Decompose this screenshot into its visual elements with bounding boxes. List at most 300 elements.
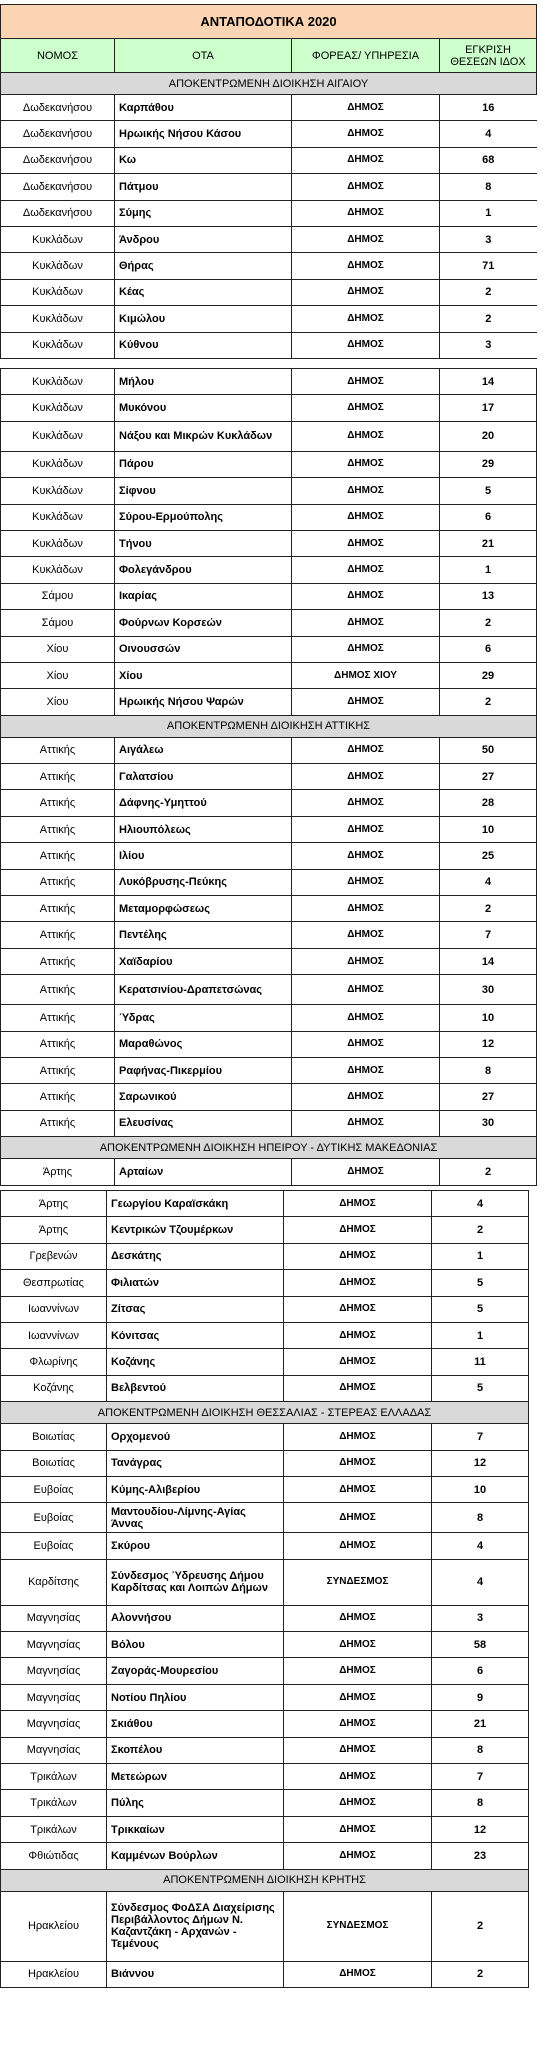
positions-cell: 10 [440,816,537,842]
prefecture-cell: Αττικής [1,764,115,790]
body-type-cell: ΔΗΜΟΣ [284,1424,432,1450]
table-row [1,1191,529,1217]
prefecture-cell: Δωδεκανήσου [1,95,115,121]
positions-cell: 10 [440,1005,537,1031]
table-row [1,306,537,332]
body-type-cell: ΔΗΜΟΣ [284,1375,432,1401]
municipality-cell: Κω [115,147,292,173]
table-row [1,226,537,252]
positions-cell: 9 [432,1684,529,1710]
prefecture-cell: Τρικάλων [1,1764,107,1790]
body-type-cell: ΔΗΜΟΣ [284,1658,432,1684]
body-type-cell: ΔΗΜΟΣ [284,1843,432,1869]
municipality-cell: Σαρωνικού [115,1084,292,1110]
body-type-cell: ΔΗΜΟΣ [292,869,440,895]
table-row [1,1843,529,1869]
municipality-cell: Ηλιουπόλεως [115,816,292,842]
positions-cell: 5 [432,1375,529,1401]
table-row [1,948,537,974]
body-type-cell: ΔΗΜΟΣ [292,790,440,816]
positions-cell: 27 [440,764,537,790]
positions-cell: 4 [432,1559,529,1605]
positions-cell: 3 [432,1605,529,1631]
prefecture-cell: Μαγνησίας [1,1711,107,1737]
prefecture-cell: Αττικής [1,869,115,895]
positions-cell: 8 [440,174,537,200]
table-row [1,816,537,842]
positions-cell: 5 [432,1270,529,1296]
municipality-cell: Πύλης [107,1790,284,1816]
table-row [1,869,537,895]
body-type-cell: ΔΗΜΟΣ [292,226,440,252]
table-block-2 [0,368,537,1186]
table-row [1,253,537,279]
prefecture-cell: Αττικής [1,790,115,816]
table-row [1,174,537,200]
positions-cell: 6 [440,636,537,662]
municipality-cell: Κεντρικών Τζουμέρκων [107,1217,284,1243]
prefecture-cell: Ιωαννίνων [1,1296,107,1322]
municipality-cell: Λυκόβρυσης-Πεύκης [115,869,292,895]
table-row [1,1559,529,1605]
positions-cell: 1 [440,557,537,583]
prefecture-cell: Αττικής [1,737,115,763]
body-type-cell: ΔΗΜΟΣ [284,1790,432,1816]
body-type-cell: ΔΗΜΟΣ [292,369,440,395]
table-row [1,1057,537,1083]
municipality-cell: Αλοννήσου [107,1605,284,1631]
table-row [1,1737,529,1763]
prefecture-cell: Κυκλάδων [1,530,115,556]
positions-cell: 2 [432,1961,529,1987]
positions-cell: 6 [432,1658,529,1684]
table-row [1,1159,537,1185]
section-row [1,1869,529,1891]
table-row [1,922,537,948]
municipality-cell: Ηρωικής Νήσου Κάσου [115,121,292,147]
table-row [1,610,537,636]
positions-cell: 8 [432,1790,529,1816]
prefecture-cell: Αττικής [1,896,115,922]
positions-cell: 5 [440,478,537,504]
municipality-cell: Οινουσσών [115,636,292,662]
prefecture-cell: Κυκλάδων [1,504,115,530]
table-row [1,1816,529,1842]
prefecture-cell: Κυκλάδων [1,226,115,252]
section-row [1,1402,529,1424]
body-type-cell: ΔΗΜΟΣ [292,816,440,842]
positions-cell: 2 [432,1891,529,1961]
positions-cell: 12 [432,1450,529,1476]
prefecture-cell: Ευβοίας [1,1503,107,1533]
prefecture-cell: Θεσπρωτίας [1,1270,107,1296]
body-type-cell: ΔΗΜΟΣ [284,1764,432,1790]
prefecture-cell: Σάμου [1,583,115,609]
prefecture-cell: Χίου [1,662,115,688]
municipality-cell: Μήλου [115,369,292,395]
section-title: ΑΠΟΚΕΝΤΡΩΜΕΝΗ ΔΙΟΙΚΗΣΗ ΑΙΓΑΙΟΥ [1,73,537,95]
section-title: ΑΠΟΚΕΝΤΡΩΜΕΝΗ ΔΙΟΙΚΗΣΗ ΚΡΗΤΗΣ [1,1869,529,1891]
prefecture-cell: Κυκλάδων [1,395,115,421]
municipality-cell: Σύμης [115,200,292,226]
table-row [1,1450,529,1476]
municipality-cell: Αιγάλεω [115,737,292,763]
municipality-cell: Καμμένων Βούρλων [107,1843,284,1869]
body-type-cell: ΔΗΜΟΣ [292,1057,440,1083]
body-type-cell: ΔΗΜΟΣ [292,689,440,715]
table-row [1,395,537,421]
table-block-3 [0,1190,529,1988]
municipality-cell: Μεταμορφώσεως [115,896,292,922]
positions-cell: 30 [440,975,537,1005]
prefecture-cell: Καρδίτσης [1,1559,107,1605]
table-row [1,1424,529,1450]
positions-cell: 68 [440,147,537,173]
body-type-cell: ΔΗΜΟΣ [284,1605,432,1631]
municipality-cell: Μυκόνου [115,395,292,421]
prefecture-cell: Ιωαννίνων [1,1322,107,1348]
body-type-cell: ΔΗΜΟΣ [284,1322,432,1348]
table-row [1,421,537,451]
municipality-cell: Πεντέλης [115,922,292,948]
table-row [1,1632,529,1658]
table-row [1,1605,529,1631]
section-title: ΑΠΟΚΕΝΤΡΩΜΕΝΗ ΔΙΟΙΚΗΣΗ ΑΤΤΙΚΗΣ [1,715,537,737]
table-row [1,1503,529,1533]
municipality-cell: Βελβεντού [107,1375,284,1401]
prefecture-cell: Αττικής [1,1084,115,1110]
prefecture-cell: Αττικής [1,948,115,974]
municipality-cell: Χίου [115,662,292,688]
body-type-cell: ΔΗΜΟΣ [292,557,440,583]
table-row [1,1764,529,1790]
municipality-cell: Σκύρου [107,1533,284,1559]
municipality-cell: Σκοπέλου [107,1737,284,1763]
body-type-cell: ΔΗΜΟΣ [284,1349,432,1375]
positions-cell: 4 [432,1191,529,1217]
positions-cell: 10 [432,1476,529,1502]
body-type-cell: ΔΗΜΟΣ [292,306,440,332]
municipality-cell: Μετεώρων [107,1764,284,1790]
positions-cell: 12 [440,1031,537,1057]
positions-cell: 1 [432,1243,529,1269]
table-row [1,200,537,226]
prefecture-cell: Μαγνησίας [1,1632,107,1658]
body-type-cell: ΣΥΝΔΕΣΜΟΣ [284,1559,432,1605]
prefecture-cell: Κυκλάδων [1,279,115,305]
municipality-cell: Ελευσίνας [115,1110,292,1136]
prefecture-cell: Κοζάνης [1,1375,107,1401]
section-row [1,1137,537,1159]
body-type-cell: ΔΗΜΟΣ [284,1476,432,1502]
table-row [1,279,537,305]
prefecture-cell: Κυκλάδων [1,557,115,583]
prefecture-cell: Τρικάλων [1,1790,107,1816]
positions-cell: 17 [440,395,537,421]
prefecture-cell: Αττικής [1,1110,115,1136]
municipality-cell: Μαραθώνος [115,1031,292,1057]
municipality-cell: Σκιάθου [107,1711,284,1737]
body-type-cell: ΔΗΜΟΣ [284,1270,432,1296]
positions-cell: 16 [440,95,537,121]
prefecture-cell: Αττικής [1,1057,115,1083]
table-row [1,790,537,816]
body-type-cell: ΔΗΜΟΣ [284,1503,432,1533]
body-type-cell: ΔΗΜΟΣ [284,1684,432,1710]
municipality-cell: Καρπάθου [115,95,292,121]
positions-cell: 3 [440,226,537,252]
table-row [1,662,537,688]
table-row [1,975,537,1005]
table-row [1,636,537,662]
positions-cell: 28 [440,790,537,816]
table-row [1,1684,529,1710]
table-row [1,369,537,395]
table-row [1,1270,529,1296]
municipality-cell: Βόλου [107,1632,284,1658]
body-type-cell: ΣΥΝΔΕΣΜΟΣ [284,1891,432,1961]
municipality-cell: Νοτίου Πηλίου [107,1684,284,1710]
table-row [1,843,537,869]
body-type-cell: ΔΗΜΟΣ [292,174,440,200]
table-row [1,451,537,477]
municipality-cell: Κύθνου [115,332,292,358]
municipality-cell: Τανάγρας [107,1450,284,1476]
body-type-cell: ΔΗΜΟΣ [292,1031,440,1057]
table-row [1,1375,529,1401]
table-row [1,332,537,358]
positions-cell: 2 [440,306,537,332]
prefecture-cell: Άρτης [1,1217,107,1243]
positions-cell: 8 [432,1503,529,1533]
municipality-cell: Ζίτσας [107,1296,284,1322]
table-row [1,504,537,530]
municipality-cell: Γαλατσίου [115,764,292,790]
table-row [1,1005,537,1031]
table-row [1,737,537,763]
body-type-cell: ΔΗΜΟΣ [292,948,440,974]
table-row [1,1349,529,1375]
positions-cell: 6 [440,504,537,530]
prefecture-cell: Βοιωτίας [1,1450,107,1476]
municipality-cell: Ικαρίας [115,583,292,609]
column-header: ΝΟΜΟΣ [1,39,115,73]
body-type-cell: ΔΗΜΟΣ [284,1217,432,1243]
prefecture-cell: Χίου [1,689,115,715]
table-row [1,95,537,121]
body-type-cell: ΔΗΜΟΣ [292,764,440,790]
table-row [1,1658,529,1684]
prefecture-cell: Χίου [1,636,115,662]
positions-cell: 14 [440,948,537,974]
municipality-cell: Νάξου και Μικρών Κυκλάδων [115,421,292,451]
body-type-cell: ΔΗΜΟΣ [292,395,440,421]
body-type-cell: ΔΗΜΟΣ [292,1005,440,1031]
table-row [1,1533,529,1559]
prefecture-cell: Κυκλάδων [1,451,115,477]
table-row [1,1891,529,1961]
municipality-cell: Ηρωικής Νήσου Ψαρών [115,689,292,715]
body-type-cell: ΔΗΜΟΣ [292,922,440,948]
column-header: ΦΟΡΕΑΣ/ ΥΠΗΡΕΣΙΑ [292,39,440,73]
positions-cell: 2 [440,689,537,715]
positions-cell: 11 [432,1349,529,1375]
prefecture-cell: Κυκλάδων [1,478,115,504]
section-row [1,715,537,737]
municipality-cell: Φούρνων Κορσεών [115,610,292,636]
column-header: ΕΓΚΡΙΣΗ ΘΕΣΕΩΝ ΙΔΟΧ [440,39,537,73]
table-row [1,1084,537,1110]
positions-cell: 13 [440,583,537,609]
table-row [1,764,537,790]
table-row [1,896,537,922]
prefecture-cell: Δωδεκανήσου [1,200,115,226]
positions-cell: 71 [440,253,537,279]
table-row [1,583,537,609]
municipality-cell: Πάτμου [115,174,292,200]
body-type-cell: ΔΗΜΟΣ [284,1450,432,1476]
prefecture-cell: Αττικής [1,843,115,869]
table-row [1,1322,529,1348]
prefecture-cell: Δωδεκανήσου [1,121,115,147]
municipality-cell: Κερατσινίου-Δραπετσώνας [115,975,292,1005]
section-title: ΑΠΟΚΕΝΤΡΩΜΕΝΗ ΔΙΟΙΚΗΣΗ ΗΠΕΙΡΟΥ - ΔΥΤΙΚΗΣ ΜΑΚΕΔΟΝΙΑΣ [1,1137,537,1159]
body-type-cell: ΔΗΜΟΣ [292,200,440,226]
prefecture-cell: Αττικής [1,1031,115,1057]
table-row [1,1711,529,1737]
prefecture-cell: Αττικής [1,816,115,842]
positions-cell: 21 [432,1711,529,1737]
table-row [1,1961,529,1987]
table-row [1,1031,537,1057]
body-type-cell: ΔΗΜΟΣ [292,253,440,279]
header-row [1,39,537,73]
positions-cell: 29 [440,451,537,477]
municipality-cell: Αρταίων [115,1159,292,1185]
prefecture-cell: Μαγνησίας [1,1605,107,1631]
positions-cell: 4 [440,869,537,895]
prefecture-cell: Τρικάλων [1,1816,107,1842]
table-row [1,1217,529,1243]
municipality-cell: Ραφήνας-Πικερμίου [115,1057,292,1083]
municipality-cell: Χαϊδαρίου [115,948,292,974]
positions-cell: 2 [440,610,537,636]
prefecture-cell: Ηρακλείου [1,1961,107,1987]
prefecture-cell: Αττικής [1,1005,115,1031]
body-type-cell: ΔΗΜΟΣ [284,1243,432,1269]
municipality-cell: Τρικκαίων [107,1816,284,1842]
prefecture-cell: Φθιώτιδας [1,1843,107,1869]
municipality-cell: Κιμώλου [115,306,292,332]
prefecture-cell: Φλωρίνης [1,1349,107,1375]
positions-cell: 23 [432,1843,529,1869]
positions-cell: 3 [440,332,537,358]
municipality-cell: Γεωργίου Καραϊσκάκη [107,1191,284,1217]
prefecture-cell: Μαγνησίας [1,1658,107,1684]
table-row [1,530,537,556]
body-type-cell: ΔΗΜΟΣ [292,279,440,305]
municipality-cell: Τήνου [115,530,292,556]
body-type-cell: ΔΗΜΟΣ [284,1711,432,1737]
positions-cell: 4 [432,1533,529,1559]
table-row [1,121,537,147]
prefecture-cell: Ευβοίας [1,1476,107,1502]
document-title: ΑΝΤΑΠΟΔΟΤΙΚΑ 2020 [1,5,537,39]
positions-cell: 27 [440,1084,537,1110]
positions-cell: 7 [440,922,537,948]
body-type-cell: ΔΗΜΟΣ [292,636,440,662]
prefecture-cell: Ηρακλείου [1,1891,107,1961]
positions-cell: 50 [440,737,537,763]
prefecture-cell: Αττικής [1,975,115,1005]
table-row [1,557,537,583]
municipality-cell: Θήρας [115,253,292,279]
body-type-cell: ΔΗΜΟΣ [292,478,440,504]
municipality-cell: Ιλίου [115,843,292,869]
municipality-cell: Ζαγοράς-Μουρεσίου [107,1658,284,1684]
prefecture-cell: Κυκλάδων [1,253,115,279]
body-type-cell: ΔΗΜΟΣ [292,975,440,1005]
body-type-cell: ΔΗΜΟΣ [284,1816,432,1842]
positions-cell: 30 [440,1110,537,1136]
title-row [1,5,537,39]
municipality-cell: Δεσκάτης [107,1243,284,1269]
body-type-cell: ΔΗΜΟΣ [292,451,440,477]
positions-cell: 29 [440,662,537,688]
positions-cell: 14 [440,369,537,395]
table-row [1,1790,529,1816]
prefecture-cell: Κυκλάδων [1,421,115,451]
table-row [1,1296,529,1322]
positions-cell: 2 [440,279,537,305]
prefecture-cell: Άρτης [1,1191,107,1217]
municipality-cell: Φολεγάνδρου [115,557,292,583]
positions-cell: 5 [432,1296,529,1322]
municipality-cell: Βιάννου [107,1961,284,1987]
positions-cell: 1 [432,1322,529,1348]
positions-cell: 8 [440,1057,537,1083]
municipality-cell: Κόνιτσας [107,1322,284,1348]
prefecture-cell: Κυκλάδων [1,306,115,332]
municipality-cell: Σύνδεσμος ΦοΔΣΑ Διαχείρισης Περιβάλλοντος Δήμων Ν. Καζαντζάκη - Αρχανών - Τεμένους [107,1891,284,1961]
prefecture-cell: Δωδεκανήσου [1,147,115,173]
table-row [1,1110,537,1136]
municipality-cell: Σύνδεσμος Ύδρευσης Δήμου Καρδίτσας και Λοιπών Δήμων [107,1559,284,1605]
municipality-cell: Μαντουδίου-Λίμνης-Αγίας Άννας [107,1503,284,1533]
body-type-cell: ΔΗΜΟΣ [284,1191,432,1217]
prefecture-cell: Αττικής [1,922,115,948]
section-title: ΑΠΟΚΕΝΤΡΩΜΕΝΗ ΔΙΟΙΚΗΣΗ ΘΕΣΣΑΛΙΑΣ - ΣΤΕΡΕΑΣ ΕΛΛΑΔΑΣ [1,1402,529,1424]
municipality-cell: Ορχομενού [107,1424,284,1450]
positions-cell: 2 [440,1159,537,1185]
prefecture-cell: Ευβοίας [1,1533,107,1559]
body-type-cell: ΔΗΜΟΣ [292,583,440,609]
positions-cell: 7 [432,1764,529,1790]
body-type-cell: ΔΗΜΟΣ [292,121,440,147]
body-type-cell: ΔΗΜΟΣ [292,610,440,636]
body-type-cell: ΔΗΜΟΣ [292,1110,440,1136]
municipality-cell: Άνδρου [115,226,292,252]
municipality-cell: Κέας [115,279,292,305]
positions-cell: 20 [440,421,537,451]
positions-cell: 2 [440,896,537,922]
body-type-cell: ΔΗΜΟΣ [292,95,440,121]
prefecture-cell: Γρεβενών [1,1243,107,1269]
prefecture-cell: Μαγνησίας [1,1737,107,1763]
municipality-cell: Κύμης-Αλιβερίου [107,1476,284,1502]
column-header: ΟΤΑ [115,39,292,73]
prefecture-cell: Κυκλάδων [1,369,115,395]
